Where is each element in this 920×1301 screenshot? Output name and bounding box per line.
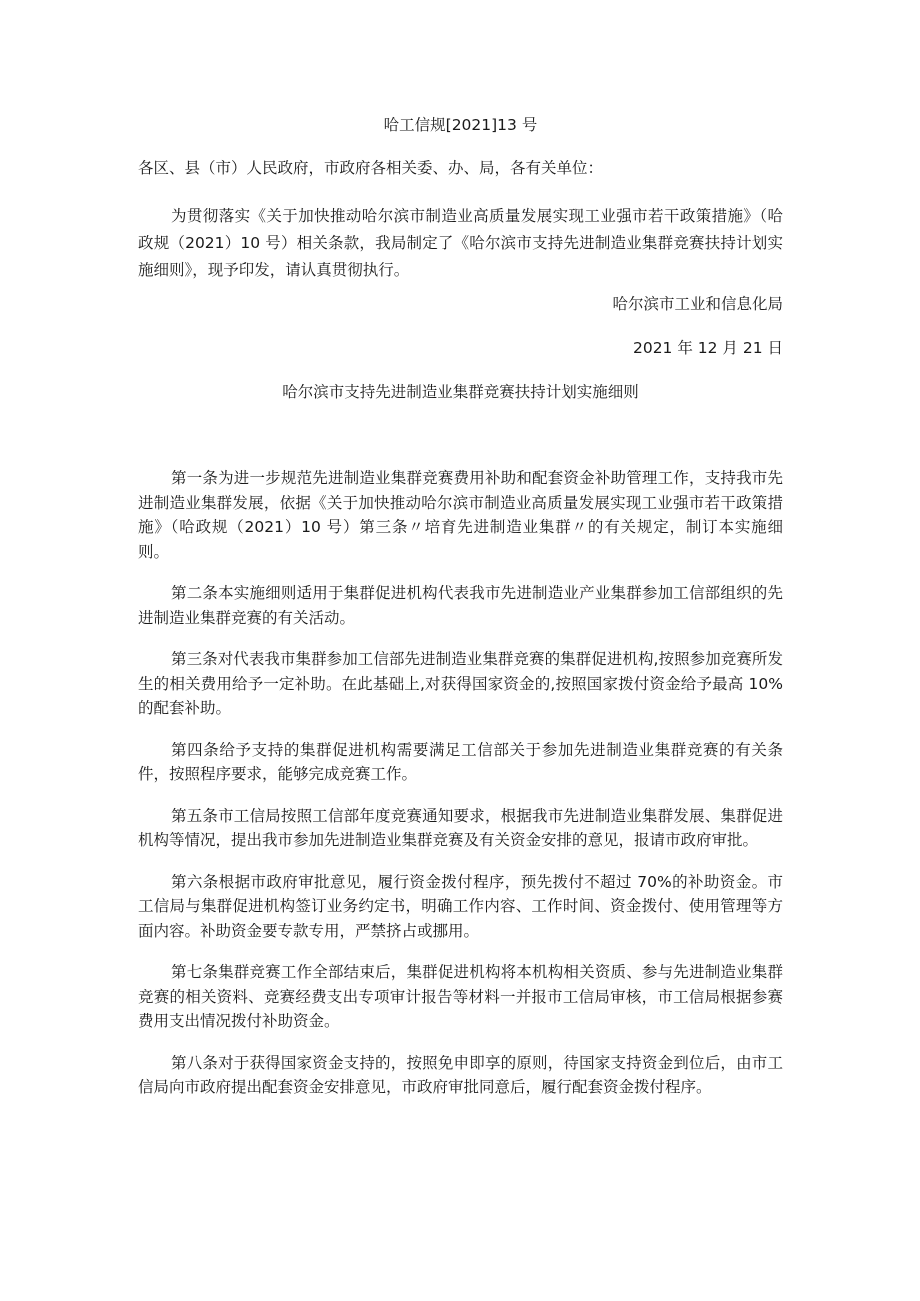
- document-number: 哈工信规[2021]13 号: [383, 116, 538, 134]
- intro-paragraph: 为贯彻落实《关于加快推动哈尔滨市制造业高质量发展实现工业强市若干政策措施》（哈政规（2021）10 号）相关条款，我局制定了《哈尔滨市支持先进制造业集群竞赛扶持计划实施细则》，现予印发，请认真贯彻执行。: [138, 207, 783, 279]
- article-6: 第六条根据市政府审批意见，履行资金拨付程序，预先拨付不超过 70%的补助资金。市工信局与集群促进机构签订业务约定书，明确工作内容、工作时间、资金拨付、使用管理等方面内容。补助资金要专款专用，严禁挤占或挪用。: [138, 872, 783, 940]
- articles-list: [138, 466, 783, 1117]
- rules-title: 哈尔滨市支持先进制造业集群竞赛扶持计划实施细则: [282, 383, 639, 401]
- article-8: 第八条对于获得国家资金支持的，按照免申即享的原则，待国家支持资金到位后，由市工信局向市政府提出配套资金安排意见，市政府审批同意后，履行配套资金拨付程序。: [138, 1053, 783, 1096]
- article-3: 第三条对代表我市集群参加工信部先进制造业集群竞赛的集群促进机构,按照参加竞赛所发生的相关费用给予一定补助。在此基础上,对获得国家资金的,按照国家拨付资金给予最高 10%的配套补助。: [138, 650, 783, 717]
- salutation: 各区、县（市）人民政府，市政府各相关委、办、局，各有关单位：: [138, 159, 604, 177]
- article-1: 第一条为进一步规范先进制造业集群竞赛费用补助和配套资金补助管理工作，支持我市先进制造业集群发展，依据《关于加快推动哈尔滨市制造业高质量发展实现工业强市若干政策措施》（哈政规（2021）10 号）第三条〃培育先进制造业集群〃的有关规定，制订本实施细则。: [138, 469, 783, 561]
- article-2: 第二条本实施细则适用于集群促进机构代表我市先进制造业产业集群参加工信部组织的先进制造业集群竞赛的有关活动。: [138, 584, 783, 627]
- issuing-authority: 哈尔滨市工业和信息化局: [612, 295, 783, 313]
- article-5: 第五条市工信局按照工信部年度竞赛通知要求，根据我市先进制造业集群发展、集群促进机构等情况，提出我市参加先进制造业集群竞赛及有关资金安排的意见，报请市政府审批。: [138, 806, 783, 849]
- article-7: 第七条集群竞赛工作全部结束后，集群促进机构将本机构相关资质、参与先进制造业集群竞赛的相关资料、竞赛经费支出专项审计报告等材料一并报市工信局审核，市工信局根据参赛费用支出情况拨付补助资金。: [138, 963, 783, 1030]
- article-4: 第四条给予支持的集群促进机构需要满足工信部关于参加先进制造业集群竞赛的有关条件，按照程序要求，能够完成竞赛工作。: [138, 740, 783, 783]
- issue-date: 2021 年 12 月 21 日: [632, 339, 783, 357]
